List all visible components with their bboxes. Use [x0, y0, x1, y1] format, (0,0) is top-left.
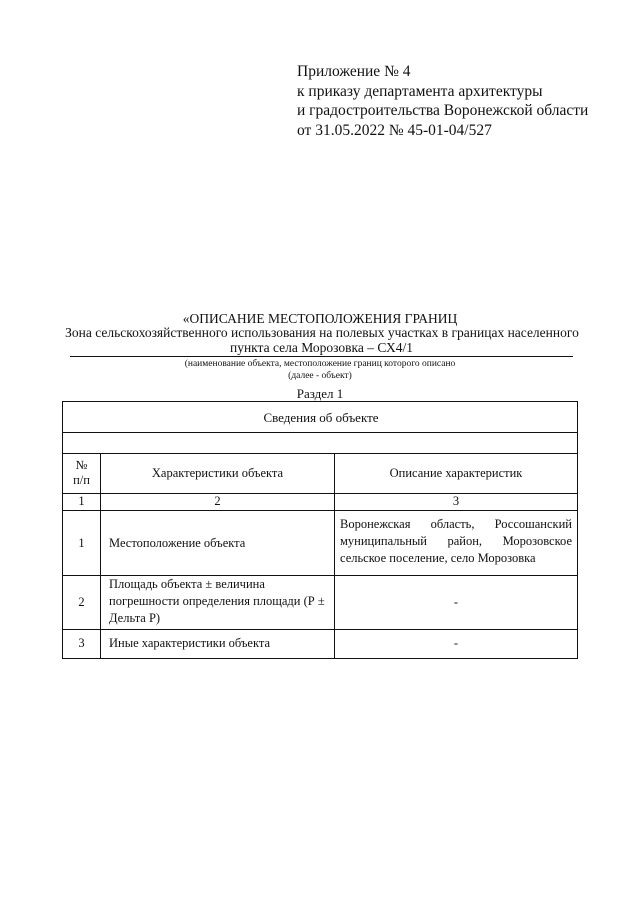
object-name-note-2: (далее - объект) — [288, 371, 352, 381]
column-number-1: 1 — [78, 494, 85, 508]
table-rule — [334, 453, 335, 658]
row-2-description: - — [453, 595, 459, 609]
header-description: Описание характеристик — [389, 466, 523, 480]
table-caption: Сведения об объекте — [263, 410, 379, 425]
object-name-line-1: Зона сельскохозяйственного использования на полевых участках в границах населенного — [65, 325, 579, 340]
row-1-number: 1 — [78, 536, 85, 550]
object-info-table — [62, 401, 578, 659]
column-number-2: 2 — [214, 494, 221, 508]
table-rule — [63, 510, 577, 511]
appendix-block — [297, 62, 588, 140]
header-number: № п/п — [73, 458, 90, 487]
row-2-number: 2 — [78, 595, 85, 609]
object-name-line-2: пункта села Морозовка – СХ4/1 — [70, 340, 573, 357]
row-3-characteristic: Иные характеристики объекта — [109, 636, 271, 650]
table-rule — [63, 629, 577, 630]
appendix-line-2: к приказу департамента архитектуры — [297, 82, 543, 100]
table-rule — [63, 658, 577, 659]
appendix-line-3: и градостроительства Воронежской области — [297, 102, 589, 119]
row-1-characteristic: Местоположение объекта — [109, 536, 246, 550]
row-3-description: - — [453, 636, 459, 650]
row-3-number: 3 — [78, 636, 85, 650]
row-2-characteristic: Площадь объекта ± величина погрешности определения площади (Р ± Дельта Р) — [109, 577, 325, 625]
document-title: «ОПИСАНИЕ МЕСТОПОЛОЖЕНИЯ ГРАНИЦ — [182, 311, 458, 326]
row-1-description: Воронежская область, Россошанский муниципальный район, Морозовское сельское поселение, село Морозовка — [340, 517, 572, 565]
appendix-line-1: Приложение № 4 — [297, 63, 411, 80]
section-title: Раздел 1 — [296, 386, 344, 401]
table-rule — [63, 453, 577, 454]
column-number-3: 3 — [452, 494, 460, 508]
table-rule — [100, 453, 101, 658]
object-name — [64, 325, 580, 357]
appendix-line-4: от 31.05.2022 № 45-01-04/527 — [297, 121, 492, 139]
header-characteristic: Характеристики объекта — [151, 466, 284, 480]
object-name-note-1: (наименование объекта, местоположение границ которого описано — [184, 359, 456, 369]
table-rule — [63, 432, 577, 433]
